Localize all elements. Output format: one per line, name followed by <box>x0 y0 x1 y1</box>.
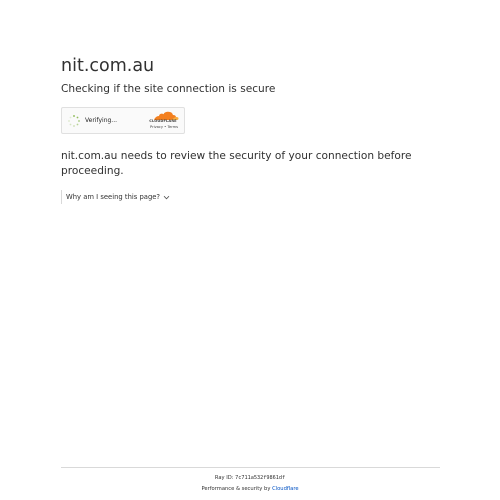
ray-id-line <box>0 475 500 482</box>
cloudflare-link[interactable]: Cloudflare <box>272 486 299 492</box>
page-subtitle: Checking if the site connection is secure <box>61 83 276 95</box>
chevron-down-icon <box>163 194 170 201</box>
why-am-i-seeing-this-toggle[interactable] <box>61 190 170 204</box>
performance-line <box>0 486 500 493</box>
performance-label: Performance & security by <box>201 486 271 492</box>
ray-id-value: 7c711a532f9861df <box>235 475 286 481</box>
cloudflare-wordmark: CLOUDFLARE <box>149 119 177 123</box>
main-section <box>61 54 441 96</box>
verifying-status: Verifying... <box>85 117 118 124</box>
ray-id-label: Ray ID: <box>214 475 234 481</box>
privacy-link[interactable]: Privacy <box>150 125 164 129</box>
terms-link[interactable]: Terms <box>167 125 179 129</box>
widget-links <box>150 125 178 129</box>
review-message: nit.com.au needs to review the security of your connection before proceeding. <box>61 150 412 177</box>
footer-divider <box>61 467 440 468</box>
loading-spinner-icon <box>68 115 80 127</box>
link-separator: • <box>164 125 167 129</box>
page-title: nit.com.au <box>61 56 155 76</box>
why-label: Why am I seeing this page? <box>66 193 161 201</box>
